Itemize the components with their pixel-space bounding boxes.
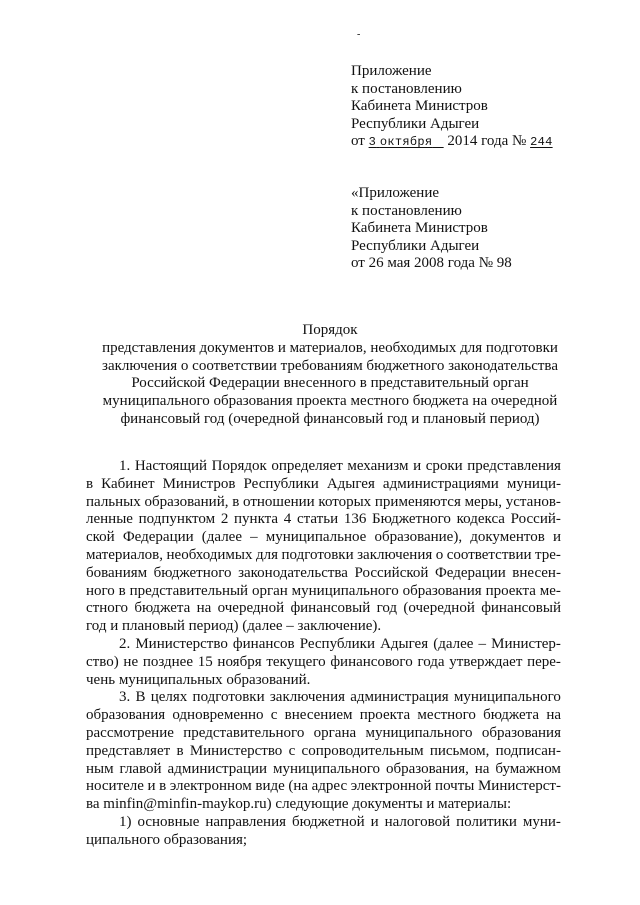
body-line: 1. Настоящий Порядок определяет механизм и сроки представления [119, 458, 561, 474]
attachment-line: Республики Адыгеи [351, 237, 480, 254]
body-line: носителе и в электронном виде (на адрес электронной почты Министерст- [86, 778, 561, 795]
scan-mark: - [357, 29, 361, 40]
title-line: муниципального образования проекта местного бюджета на очередной [102, 393, 558, 410]
body-line: образования одновременно с внесением проекта местного бюджета на [86, 707, 561, 724]
title-heading: Порядок [302, 322, 358, 338]
attachment-date-line [351, 133, 553, 152]
attachment-line: Республики Адыгеи [351, 115, 480, 132]
body-line: материалов, необходимых для подготовки заключения о соответствии тре- [86, 546, 561, 563]
body-line: стного бюджета на очередной финансовый год (очередной финансовый [86, 600, 561, 617]
body-line: чень муниципальных образований. [86, 671, 311, 688]
title-line: заключения о соответствии требованиям бюджетного законодательства [102, 357, 558, 374]
document-title [60, 322, 600, 429]
body-line: представляет в Министерство с сопроводительным письмом, подписан- [86, 742, 561, 759]
attachment-line: к постановлению [351, 202, 462, 219]
date-prefix: от [351, 133, 365, 150]
attachment-line: Кабинета Министров [351, 98, 488, 115]
body-line: бованиям бюджетного законодательства Российской Федерации внесен- [86, 564, 561, 581]
title-line: финансовый год (очередной финансовый год и плановый период) [120, 410, 540, 427]
body-line: рассмотрение представительного органа муниципального образования [86, 724, 561, 741]
date-month: октября [379, 135, 433, 150]
body-line: 3. В целях подготовки заключения администрация муниципального [119, 689, 561, 706]
attachment-line: к постановлению [351, 80, 462, 97]
body-line: год и плановый период) (далее – заключение). [86, 618, 382, 635]
attachment-previous [351, 185, 512, 273]
number-fill [530, 133, 553, 149]
body-line: ным главой администрации муниципального образования, на бумажном [86, 760, 561, 777]
attachment-current [351, 63, 553, 152]
attachment-line: «Приложение [351, 185, 440, 201]
body-line: пальных образований, в отношении которых применяются меры, установ- [86, 493, 561, 510]
attachment-line: Кабинета Министров [351, 220, 488, 237]
date-year: 2014 года № [447, 133, 527, 150]
body-line: ской Федерации (далее – муниципальное образование), документов и [86, 529, 561, 546]
body-line: ципального образования; [86, 831, 248, 848]
document-number: 244 [530, 135, 553, 150]
attachment-line: от 26 мая 2008 года № 98 [351, 255, 512, 272]
attachment-line: Приложение [351, 63, 432, 79]
date-fill [369, 133, 444, 149]
body-line: ва minfin@minfin-maykop.ru) следующие документы и материалы: [86, 796, 512, 813]
body-line: 1) основные направления бюджетной и налоговой политики муни- [119, 813, 561, 830]
title-line: представления документов и материалов, необходимых для подготовки [102, 339, 558, 356]
body-line: ство) не позднее 15 ноября текущего финансового года утверждает пере- [86, 653, 561, 670]
body-line: ленные подпунктом 2 пункта 4 статьи 136 Бюджетного кодекса Россий- [86, 511, 561, 528]
body-line: ного в представительный орган муниципального образования проекта ме- [86, 582, 561, 599]
document-body [86, 458, 561, 850]
body-line: 2. Министерство финансов Республики Адыгея (далее – Министер- [119, 635, 561, 652]
date-day: 3 [368, 135, 377, 150]
title-line: Российской Федерации внесенного в представительный орган [131, 375, 529, 392]
body-line: в Кабинет Министров Республики Адыгея администрациями муници- [86, 475, 561, 492]
